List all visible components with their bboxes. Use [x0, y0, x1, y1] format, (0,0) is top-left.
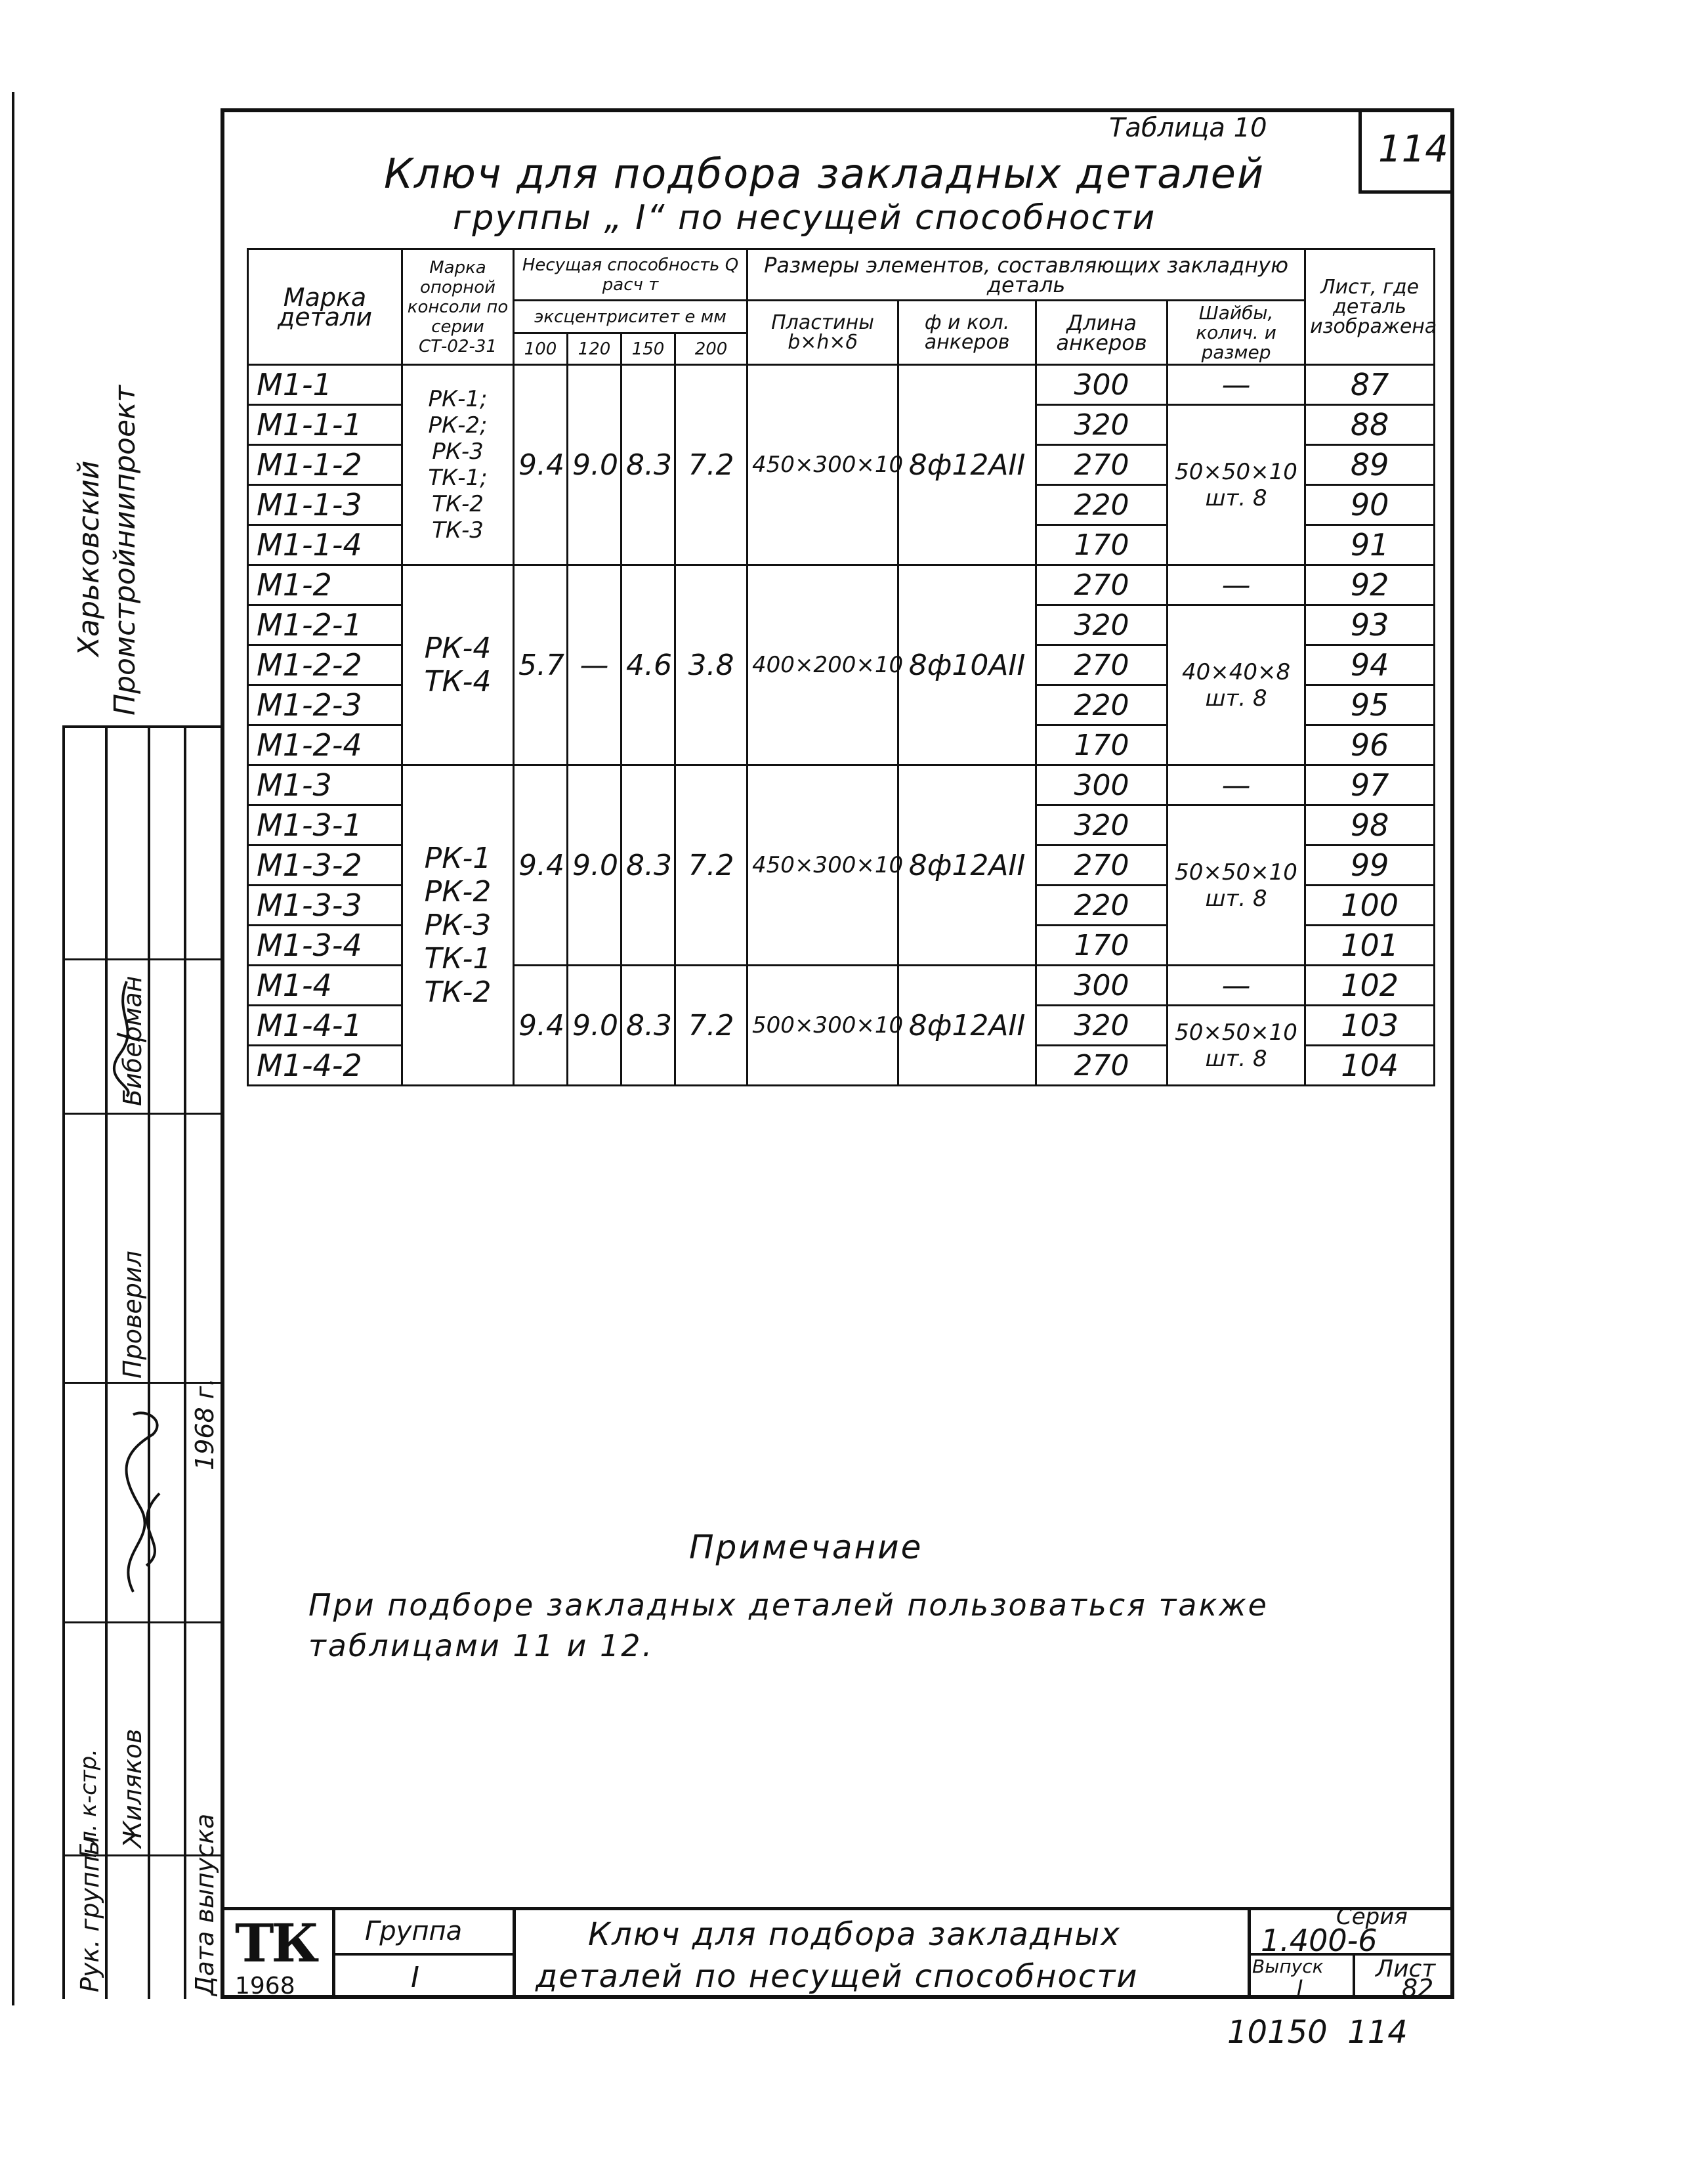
title-block-title-1: Ключ для подбора закладных — [588, 1916, 1121, 1953]
note-text-1: При подборе закладных деталей пользоваться также — [308, 1587, 1269, 1623]
sheet-cell: 103 — [1305, 1006, 1435, 1046]
sheet-label: Лист — [1376, 1956, 1436, 1982]
org-logo: ТК — [235, 1912, 317, 1974]
row-mark: М1-1 — [248, 365, 402, 405]
row-mark: М1-3-1 — [248, 805, 402, 846]
side-date-value: 1968 г. — [190, 1378, 219, 1470]
row-mark: М1-3-4 — [248, 926, 402, 966]
anchors-cell: 8ф12АII — [898, 966, 1036, 1086]
row-mark: М1-1-4 — [248, 525, 402, 565]
length-cell: 170 — [1036, 725, 1168, 765]
plate-cell: 450×300×10 — [747, 765, 898, 966]
table-row — [248, 765, 1435, 805]
washer-cell: 50×50×10 шт. 8 — [1168, 405, 1305, 565]
washer-cell: — — [1168, 765, 1305, 805]
sheet-cell: 97 — [1305, 765, 1435, 805]
length-cell: 320 — [1036, 1006, 1168, 1046]
ecc-100: 100 — [514, 333, 568, 365]
col-plate: Пластины b×h×δ — [747, 301, 898, 365]
console-cell: РК-1; РК-2; РК-3 ТК-1; ТК-2 ТК-3 — [402, 365, 514, 565]
sheet-cell: 91 — [1305, 525, 1435, 565]
sheet-cell: 90 — [1305, 485, 1435, 525]
length-cell: 270 — [1036, 445, 1168, 485]
row-mark: М1-3 — [248, 765, 402, 805]
sheet-number: 114 — [1378, 128, 1448, 171]
row-mark: М1-2-4 — [248, 725, 402, 765]
length-cell: 320 — [1036, 605, 1168, 645]
sheet-cell: 104 — [1305, 1046, 1435, 1086]
binding-line — [12, 92, 14, 2005]
series-label: Серия — [1336, 1904, 1408, 1930]
col-anchor-length: Длина анкеров — [1036, 301, 1168, 365]
length-cell: 300 — [1036, 765, 1168, 805]
length-cell: 270 — [1036, 1046, 1168, 1086]
row-mark: М1-2-1 — [248, 605, 402, 645]
washer-cell: 50×50×10 шт. 8 — [1168, 1006, 1305, 1086]
side-org-name: Харьковский — [72, 460, 106, 656]
sheet-cell: 95 — [1305, 685, 1435, 725]
q-cell: 9.4 — [514, 966, 568, 1086]
page-title: Ключ для подбора закладных деталей — [384, 150, 1265, 198]
q-cell: 7.2 — [675, 765, 747, 966]
q-cell: 5.7 — [514, 565, 568, 765]
q-cell: 8.3 — [621, 365, 675, 565]
signature-2 — [107, 1395, 186, 1612]
q-cell: 8.3 — [621, 765, 675, 966]
sheet-cell: 88 — [1305, 405, 1435, 445]
length-cell: 220 — [1036, 886, 1168, 926]
length-cell: 170 — [1036, 926, 1168, 966]
washer-cell: — — [1168, 365, 1305, 405]
side-org-name-2: Промстройниипроект — [108, 385, 142, 716]
plate-cell: 500×300×10 — [747, 966, 898, 1086]
table-row — [248, 565, 1435, 605]
q-cell: — — [568, 565, 621, 765]
sheet-cell: 99 — [1305, 846, 1435, 886]
sheet-cell: 87 — [1305, 365, 1435, 405]
row-mark: М1-1-2 — [248, 445, 402, 485]
q-cell: 7.2 — [675, 966, 747, 1086]
side-role-checked: Проверил — [118, 1251, 147, 1379]
group-label: Группа — [365, 1916, 463, 1946]
row-mark: М1-3-3 — [248, 886, 402, 926]
q-cell: 9.0 — [568, 765, 621, 966]
length-cell: 320 — [1036, 405, 1168, 445]
length-cell: 220 — [1036, 485, 1168, 525]
sheet-cell: 89 — [1305, 445, 1435, 485]
note-heading: Примечание — [689, 1528, 923, 1566]
anchors-cell: 8ф12АII — [898, 365, 1036, 565]
ecc-150: 150 — [621, 333, 675, 365]
q-cell: 9.4 — [514, 365, 568, 565]
sheet-value: 82 — [1402, 1974, 1434, 2003]
row-mark: М1-1-3 — [248, 485, 402, 525]
q-cell: 8.3 — [621, 966, 675, 1086]
washer-cell: — — [1168, 966, 1305, 1006]
title-block — [221, 1904, 1454, 2003]
row-mark: М1-1-1 — [248, 405, 402, 445]
plate-cell: 400×200×10 — [747, 565, 898, 765]
col-eccentricity: эксцентриситет е мм — [514, 301, 747, 333]
series-value: 1.400-6 — [1261, 1923, 1378, 1958]
length-cell: 170 — [1036, 525, 1168, 565]
col-sheet: Лист, где деталь изображена — [1305, 249, 1435, 365]
sheet-cell: 100 — [1305, 886, 1435, 926]
length-cell: 270 — [1036, 565, 1168, 605]
sheet-cell: 101 — [1305, 926, 1435, 966]
console-cell: РК-1 РК-2 РК-3 ТК-1 ТК-2 — [402, 765, 514, 1086]
col-elements: Размеры элементов, составляющих закладную деталь — [747, 249, 1305, 301]
issue-label: Выпуск — [1252, 1956, 1324, 1977]
washer-cell: 40×40×8 шт. 8 — [1168, 605, 1305, 765]
console-cell: РК-4 ТК-4 — [402, 565, 514, 765]
ecc-200: 200 — [675, 333, 747, 365]
side-date-label: Дата выпуска — [190, 1813, 219, 1996]
anchors-cell: 8ф10АII — [898, 565, 1036, 765]
side-name-zhilyakov: Жиляков — [118, 1728, 147, 1848]
sheet-cell: 94 — [1305, 645, 1435, 685]
sheet-cell: 93 — [1305, 605, 1435, 645]
table-label: Таблица 10 — [1109, 113, 1267, 143]
length-cell: 270 — [1036, 645, 1168, 685]
page-subtitle: группы „ I“ по несущей способности — [453, 198, 1156, 238]
col-console: Марка опорной консоли по серии СТ-02-31 — [402, 249, 514, 365]
col-anchors: ф и кол. анкеров — [898, 301, 1036, 365]
signature-1 — [107, 975, 146, 1100]
side-name-biberman: Биберман — [118, 975, 147, 1106]
title-block-title-2: деталей по несущей способности — [536, 1958, 1139, 1995]
sheet-cell: 96 — [1305, 725, 1435, 765]
length-cell: 300 — [1036, 365, 1168, 405]
side-role-chief: Гл. к-стр. — [75, 1749, 102, 1858]
key-table — [247, 248, 1435, 1086]
group-value: I — [411, 1961, 419, 1994]
length-cell: 220 — [1036, 685, 1168, 725]
row-mark: М1-3-2 — [248, 846, 402, 886]
washer-cell: — — [1168, 565, 1305, 605]
col-capacity: Несущая способность Q расч т — [514, 249, 747, 301]
sheet-cell: 102 — [1305, 966, 1435, 1006]
title-year: 1968 — [235, 1973, 295, 2000]
row-mark: М1-4-2 — [248, 1046, 402, 1086]
issue-value: I — [1297, 1975, 1303, 2000]
length-cell: 320 — [1036, 805, 1168, 846]
table-row — [248, 365, 1435, 405]
length-cell: 270 — [1036, 846, 1168, 886]
length-cell: 300 — [1036, 966, 1168, 1006]
q-cell: 9.4 — [514, 765, 568, 966]
note-text-2: таблицами 11 и 12. — [308, 1628, 654, 1663]
anchors-cell: 8ф12АII — [898, 765, 1036, 966]
row-mark: М1-2-2 — [248, 645, 402, 685]
washer-cell: 50×50×10 шт. 8 — [1168, 805, 1305, 966]
row-mark: М1-2 — [248, 565, 402, 605]
row-mark: М1-2-3 — [248, 685, 402, 725]
q-cell: 9.0 — [568, 966, 621, 1086]
q-cell: 4.6 — [621, 565, 675, 765]
side-role-group-head: Рук. группы — [75, 1835, 104, 1992]
row-mark: М1-4-1 — [248, 1006, 402, 1046]
col-washers: Шайбы, колич. и размер — [1168, 301, 1305, 365]
sheet-cell: 98 — [1305, 805, 1435, 846]
side-stamp — [62, 725, 223, 1999]
col-mark: Марка детали — [248, 249, 402, 365]
row-mark: М1-4 — [248, 966, 402, 1006]
sheet-cell: 92 — [1305, 565, 1435, 605]
q-cell: 3.8 — [675, 565, 747, 765]
ecc-120: 120 — [568, 333, 621, 365]
q-cell: 9.0 — [568, 365, 621, 565]
footer-code: 10150 114 — [1227, 2014, 1408, 2051]
plate-cell: 450×300×10 — [747, 365, 898, 565]
q-cell: 7.2 — [675, 365, 747, 565]
